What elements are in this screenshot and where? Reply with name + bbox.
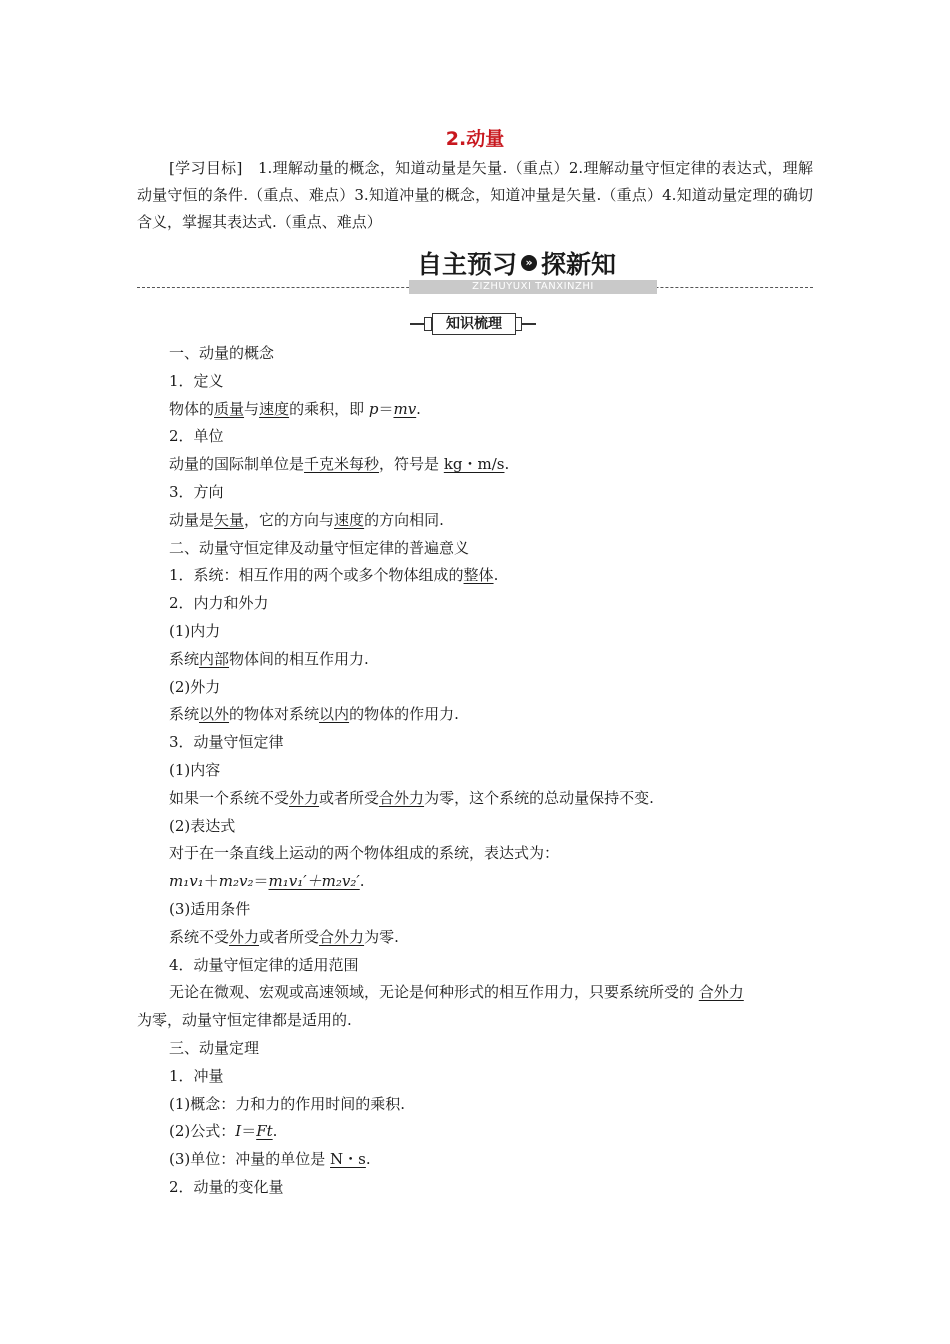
answer-blank: kg・m/s [443,455,505,474]
text-line [137,590,827,618]
text-line [137,340,827,368]
text-run: (1)概念：力和力的作用时间的乘积. [169,1094,406,1113]
text-run: (3)单位：冲量的单位是 [169,1150,331,1169]
text-run: 1．定义 [169,371,224,390]
text-line [137,1174,827,1202]
text-line [137,535,827,563]
text-run: (3)适用条件 [169,899,251,918]
text-line [137,1063,827,1091]
text-line [137,896,827,924]
text-run: 一、动量的概念 [169,344,275,362]
text-run: 动量是 [169,510,215,529]
text-line [137,368,827,396]
text-line [137,674,827,702]
text-line [137,840,827,868]
text-run: 为零，这个系统的总动量保持不变. [424,788,654,807]
text-run: 2．动量的变化量 [169,1177,284,1196]
text-run: 如果一个系统不受 [169,788,290,807]
answer-blank: 矢量 [214,510,245,529]
text-run: 系统不受 [169,927,230,946]
text-run: 或者所受 [259,927,320,946]
text-run: m₂v₂ [218,872,254,891]
text-line [137,1035,827,1063]
text-run: 对于在一条直线上运动的两个物体组成的系统，表达式为： [169,844,560,863]
text-run: (1)内容 [169,760,221,779]
text-run: 的物体的作用力. [349,705,459,724]
text-run: . [493,566,499,585]
label-cap-left [424,317,432,331]
text-run: . [272,1122,278,1141]
answer-blank: 合外力 [379,788,425,807]
text-run: m₁v₁ [169,872,204,891]
text-run: 3．方向 [169,482,224,501]
text-run: 1．冲量 [169,1066,224,1085]
text-run: ＝ [241,1122,257,1141]
text-line [137,479,827,507]
text-line [137,757,827,785]
section-banner [0,246,950,296]
answer-blank: N・s [330,1150,366,1169]
text-line [137,979,827,1007]
text-run: 1．系统：相互作用的两个或多个物体组成的 [169,566,464,585]
text-run: 与 [244,399,260,418]
text-line [137,1007,827,1035]
banner-right-text: 探新知 [541,250,617,279]
circle-arrow-icon: » [521,255,537,271]
banner-heading [417,246,616,280]
text-run: I [235,1122,242,1141]
banner-pinyin: ZIZHUYUXI TANXINZHI [472,281,594,292]
text-run: 的物体对系统 [229,705,320,724]
text-line [137,396,827,424]
text-line [137,451,827,479]
text-run: p [368,399,379,418]
answer-blank: 合外力 [698,983,744,1002]
text-run: 2．内力和外力 [169,594,269,613]
text-run: 系统 [169,649,200,668]
text-line [137,618,827,646]
text-line [137,646,827,674]
text-run: . [359,872,365,891]
page-title: 2.动量 [445,128,505,150]
text-line [137,1118,827,1146]
subsection-label-text: 知识梳理 [432,313,516,335]
answer-blank: mv [393,399,417,418]
text-run: ＝ [378,399,394,418]
text-line [137,562,827,590]
text-run: (2)表达式 [169,816,236,835]
text-run: 的乘积，即 [289,399,369,418]
answer-blank: m₁v₁′＋m₂v₂′ [268,872,360,891]
answer-blank: 整体 [463,566,494,585]
text-run: 3．动量守恒定律 [169,733,284,752]
text-run: 2．单位 [169,427,224,446]
text-line [137,1146,827,1174]
answer-blank: Ft [256,1122,273,1141]
document-body [137,340,827,1202]
text-run: 4．动量守恒定律的适用范围 [169,955,359,974]
text-run: . [365,1150,371,1169]
text-line [137,785,827,813]
learning-objectives: [学习目标] 1.理解动量的概念，知道动量是矢量.（重点）2.理解动量守恒定律的表达式，理解动量守恒的条件.（重点、难点）3.知道冲量的概念，知道冲量是矢量.（重点）4.知道动量定理的确切含义，掌握其表达式.（重点、难点） [137,159,813,231]
answer-blank: 千克米每秒 [304,455,380,474]
text-run: ，它的方向与 [244,510,335,529]
text-run: 为零. [364,927,399,946]
answer-blank: 以外 [199,705,230,724]
text-run: 三、动量定理 [169,1038,260,1057]
answer-blank: 速度 [259,399,290,418]
answer-blank: 外力 [289,788,320,807]
text-run: 物体的 [169,399,215,418]
text-run: 的方向相同. [364,510,444,529]
text-run: ＋ [203,872,219,891]
answer-blank: 外力 [229,927,260,946]
answer-blank: 合外力 [319,927,365,946]
banner-left-text: 自主预习 [417,250,518,279]
answer-blank: 质量 [214,399,245,418]
text-line [137,729,827,757]
text-run: . [504,455,510,474]
subsection-label [410,313,536,335]
text-run: 无论在微观、宏观或高速领域，无论是何种形式的相互作用力，只要系统所受的 [169,983,699,1002]
text-run: 或者所受 [319,788,380,807]
text-run: 为零，动量守恒定律都是适用的. [137,1011,352,1030]
answer-blank: 以内 [319,705,350,724]
text-line [137,1091,827,1119]
text-line [137,952,827,980]
text-line [137,868,827,896]
text-run: 物体间的相互作用力. [229,649,369,668]
text-run: (1)内力 [169,621,221,640]
text-run: (2)公式： [169,1122,236,1141]
text-line [137,423,827,451]
answer-blank: 速度 [334,510,365,529]
text-run: (2)外力 [169,677,221,696]
text-line [137,701,827,729]
text-line [137,813,827,841]
text-line [137,507,827,535]
text-line [137,924,827,952]
text-run: ＝ [253,872,269,891]
text-run: 动量的国际制单位是 [169,455,305,474]
text-run: 系统 [169,705,200,724]
answer-blank: 内部 [199,649,230,668]
text-run: ，符号是 [379,455,444,474]
text-run: 二、动量守恒定律及动量守恒定律的普遍意义 [169,538,470,557]
text-run: . [416,399,421,418]
